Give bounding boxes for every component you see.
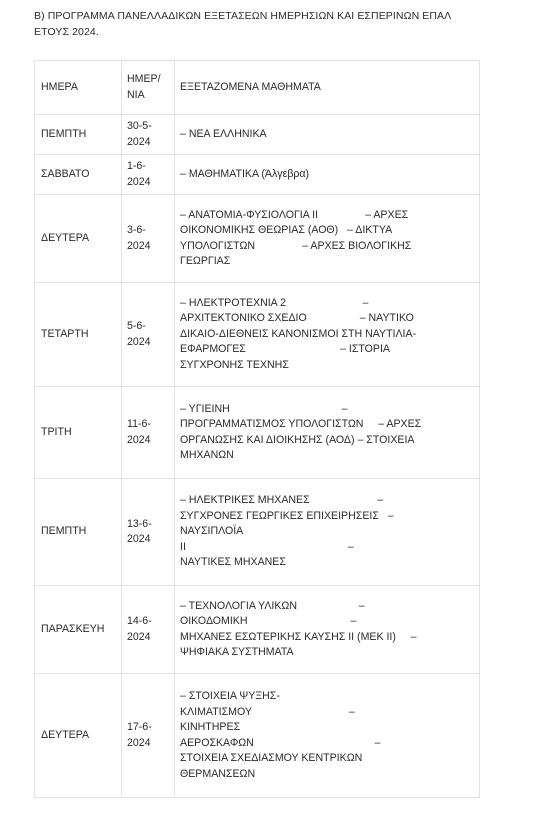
- row-subjects: [175, 283, 480, 387]
- row-day: ΔΕΥΤΕΡΑ: [35, 195, 122, 283]
- row-subjects: [175, 115, 480, 155]
- header-date: [122, 61, 175, 115]
- row-date-line: 2024: [127, 630, 151, 643]
- subject-line: ΘΕΡΜΑΝΣΕΩΝ: [180, 767, 256, 780]
- table-row: [35, 155, 480, 195]
- subject-line: ΜΗΧΑΝΕΣ ΕΣΩΤΕΡΙΚΗΣ ΚΑΥΣΗΣ ΙΙ (ΜΕΚ ΙΙ) –: [180, 630, 417, 643]
- subject-line: – ΣΤΟΙΧΕΙΑ ΨΥΞΗΣ-: [180, 690, 280, 702]
- subject-line: ΟΙΚΟΝΟΜΙΚΗΣ ΘΕΩΡΙΑΣ (ΑΟΘ) – ΔΙΚΤΥΑ: [180, 224, 393, 236]
- subject-line: ΣΤΟΙΧΕΙΑ ΣΧΕΔΙΑΣΜΟΥ ΚΕΝΤΡΙΚΩΝ: [180, 752, 363, 764]
- row-date-line: 17-6-: [127, 721, 152, 733]
- subject-line: ΝΑΥΣΙΠΛΟΪΑ: [180, 525, 244, 538]
- row-day: ΣΑΒΒΑΤΟ: [35, 155, 122, 195]
- row-day: ΔΕΥΤΕΡΑ: [35, 674, 122, 798]
- row-date: [122, 283, 175, 387]
- subject-line: – ΗΛΕΚΤΡΟΤΕΧΝΙΑ 2 –: [180, 296, 369, 309]
- row-date-line: 1-6-: [127, 160, 146, 172]
- subject-line: ΠΡΟΓΡΑΜΜΑΤΙΣΜΟΣ ΥΠΟΛΟΓΙΣΤΩΝ – ΑΡΧΕΣ: [180, 418, 422, 430]
- subject-line: – ΑΝΑΤΟΜΙΑ-ΦΥΣΙΟΛΟΓΙΑ ΙΙ – ΑΡΧΕΣ: [180, 208, 409, 221]
- table-row: [35, 479, 480, 586]
- table-row: [35, 115, 480, 155]
- subject-line: ΜΗΧΑΝΩΝ: [180, 449, 234, 461]
- row-subjects: [175, 586, 480, 674]
- header-date-line-2: ΝΙΑ: [127, 88, 145, 101]
- subject-line: – ΜΑΘΗΜΑΤΙΚΑ (Άλγεβρα): [180, 167, 310, 180]
- row-date-line: 2024: [127, 135, 151, 148]
- row-subjects: [175, 674, 480, 798]
- row-day: ΠΕΜΠΤΗ: [35, 479, 122, 586]
- row-date-line: 2024: [127, 239, 151, 252]
- row-date-line: 13-6-: [127, 517, 152, 530]
- document-heading: Β) ΠΡΟΓΡΑΜΜΑ ΠΑΝΕΛΛΑΔΙΚΩΝ ΕΞΕΤΑΣΕΩΝ ΗΜΕΡΗΣΙΩΝ ΚΑΙ ΕΣΠΕΡΙΝΩΝ ΕΠΑΛ ΕΤΟΥΣ 2024.: [34, 10, 451, 38]
- row-date: [122, 115, 175, 155]
- subject-line: ΣΥΓΧΡΟΝΗΣ ΤΕΧΝΗΣ: [180, 358, 289, 371]
- row-date: [122, 387, 175, 479]
- row-date-line: 5-6-: [127, 320, 146, 332]
- subject-line: – ΗΛΕΚΤΡΙΚΕΣ ΜΗΧΑΝΕΣ –: [180, 494, 384, 507]
- row-date: [122, 195, 175, 283]
- table-row: [35, 674, 480, 798]
- subject-line: ΚΙΝΗΤΗΡΕΣ: [180, 721, 241, 733]
- row-date: [122, 674, 175, 798]
- row-day: ΤΡΙΤΗ: [35, 387, 122, 479]
- subject-line: ΥΠΟΛΟΓΙΣΤΩΝ – ΑΡΧΕΣ ΒΙΟΛΟΓΙΚΗΣ: [180, 239, 412, 252]
- subject-line: ΔΙΚΑΙΟ-ΔΙΕΘΝΕΙΣ ΚΑΝΟΝΙΣΜΟΙ ΣΤΗ ΝΑΥΤΙΛΙΑ-: [180, 327, 417, 340]
- exam-schedule-table: [34, 60, 480, 798]
- subject-line: ΓΕΩΡΓΙΑΣ: [180, 255, 231, 267]
- row-day: ΤΕΤΑΡΤΗ: [35, 283, 122, 387]
- subject-line: ΚΛΙΜΑΤΙΣΜΟΥ –: [180, 705, 355, 718]
- row-day: ΠΕΜΠΤΗ: [35, 115, 122, 155]
- header-date-line-1: ΗΜΕΡ/: [127, 73, 161, 85]
- row-date-line: 14-6-: [127, 615, 152, 627]
- subject-line: – ΥΓΙΕΙΝΗ –: [180, 402, 348, 415]
- row-date-line: 11-6-: [127, 418, 151, 430]
- table-row: [35, 387, 480, 479]
- table-row: [35, 283, 480, 387]
- row-subjects: [175, 479, 480, 586]
- row-date-line: 2024: [127, 175, 151, 188]
- row-date: [122, 586, 175, 674]
- subject-line: ΑΡΧΙΤΕΚΤΟΝΙΚΟ ΣΧΕΔΙΟ – ΝΑΥΤΙΚΟ: [180, 312, 414, 325]
- row-date-line: 2024: [127, 533, 151, 545]
- row-date-line: 2024: [127, 433, 151, 446]
- row-date-line: 3-6-: [127, 224, 146, 236]
- subject-line: ΟΡΓΑΝΩΣΗΣ ΚΑΙ ΔΙΟΙΚΗΣΗΣ (ΑΟΔ) – ΣΤΟΙΧΕΙΑ: [180, 433, 415, 446]
- subject-line: ΟΙΚΟΔΟΜΙΚΗ –: [180, 615, 357, 627]
- table-row: [35, 195, 480, 283]
- row-date-line: 2024: [127, 736, 151, 749]
- table-header-row: [35, 61, 480, 115]
- subject-line: – ΤΕΧΝΟΛΟΓΙΑ ΥΛΙΚΩΝ –: [180, 599, 365, 612]
- subject-line: ΙΙ –: [180, 540, 354, 553]
- subject-line: ΝΑΥΤΙΚΕΣ ΜΗΧΑΝΕΣ: [180, 556, 286, 569]
- table-row: [35, 586, 480, 674]
- row-subjects: [175, 387, 480, 479]
- row-subjects: [175, 155, 480, 195]
- subject-line: ΣΥΓΧΡΟΝΕΣ ΓΕΩΡΓΙΚΕΣ ΕΠΙΧΕΙΡΗΣΕΙΣ –: [180, 509, 394, 522]
- header-subjects: ΕΞΕΤΑΖΟΜΕΝΑ ΜΑΘΗΜΑΤΑ: [175, 61, 480, 115]
- subject-line: – ΝΕΑ ΕΛΛΗΝΙΚΑ: [180, 127, 267, 140]
- row-date-line: 30-5-: [127, 120, 152, 132]
- subject-line: ΨΗΦΙΑΚΑ ΣΥΣΤΗΜΑΤΑ: [180, 646, 294, 658]
- subject-line: ΑΕΡΟΣΚΑΦΩΝ –: [180, 736, 381, 749]
- row-date-line: 2024: [127, 335, 151, 348]
- row-subjects: [175, 195, 480, 283]
- header-day: ΗΜΕΡΑ: [35, 61, 122, 115]
- row-date: [122, 155, 175, 195]
- row-day: ΠΑΡΑΣΚΕΥΗ: [35, 586, 122, 674]
- row-date: [122, 479, 175, 586]
- subject-line: ΕΦΑΡΜΟΓΕΣ – ΙΣΤΟΡΙΑ: [180, 343, 390, 356]
